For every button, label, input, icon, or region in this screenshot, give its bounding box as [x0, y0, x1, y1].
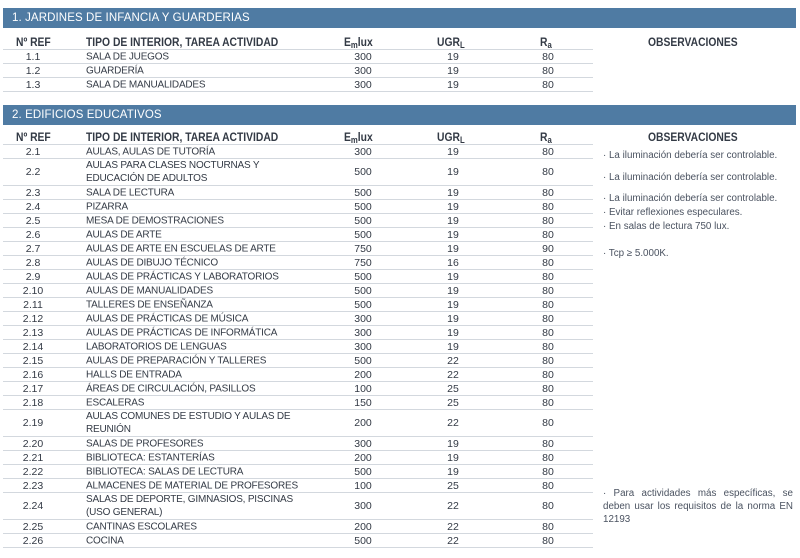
- cell-ra: 80: [542, 145, 554, 158]
- cell-ref: 2.2: [25, 166, 41, 178]
- table-row: [3, 144, 593, 159]
- observation-2-5: · En salas de lectura 750 lux.: [603, 221, 730, 232]
- observation-2-2: · La iluminación debería ser controlable.: [603, 172, 778, 183]
- header-ref: Nº REF: [16, 35, 51, 49]
- cell-ref: 1.3: [25, 78, 41, 91]
- cell-ra: 80: [542, 284, 554, 297]
- table-row: [3, 465, 593, 479]
- table-row: [3, 78, 593, 92]
- table-jardines: [3, 49, 593, 92]
- cell-ra: 80: [542, 214, 554, 227]
- cell-ref: 2.17: [22, 382, 44, 395]
- cell-tipo: TALLERES DE ENSEÑANZA: [86, 299, 213, 310]
- cell-em: 500: [354, 186, 372, 199]
- table-row: [3, 214, 593, 228]
- cell-ref: 2.13: [22, 326, 44, 339]
- cell-tipo: SALAS DE PROFESORES: [86, 438, 204, 449]
- cell-ra: 80: [542, 270, 554, 283]
- observation-2-24: · Para actividades más específicas, se deben usar los requisitos de la norma EN 12193: [603, 488, 793, 525]
- cell-em: 300: [354, 78, 372, 91]
- header-ref: Nº REF: [16, 130, 51, 144]
- cell-em: 300: [354, 145, 372, 158]
- cell-em: 200: [354, 520, 372, 533]
- cell-tipo: AULAS, AULAS DE TUTORÍA: [86, 146, 215, 157]
- cell-tipo: AULAS PARA CLASES NOCTURNAS Y EDUCACIÓN DE ADULTOS: [86, 160, 260, 184]
- cell-ugr: 19: [447, 326, 459, 339]
- cell-em: 500: [354, 228, 372, 241]
- cell-ugr: 19: [447, 186, 459, 199]
- cell-tipo: ALMACENES DE MATERIAL DE PROFESORES: [86, 480, 298, 491]
- cell-ra: 80: [542, 479, 554, 492]
- cell-ugr: 22: [447, 417, 459, 429]
- cell-ref: 2.25: [22, 520, 44, 533]
- cell-em: 500: [354, 270, 372, 283]
- cell-ra: 80: [542, 382, 554, 395]
- cell-em: 500: [354, 465, 372, 478]
- table-row: [3, 298, 593, 312]
- cell-ugr: 19: [447, 50, 459, 63]
- cell-ref: 2.3: [25, 186, 41, 199]
- cell-ref: 2.15: [22, 354, 44, 367]
- cell-tipo: AULAS COMUNES DE ESTUDIO Y AULAS DE REUNIÓN: [86, 411, 291, 435]
- cell-tipo: LABORATORIOS DE LENGUAS: [86, 341, 227, 352]
- cell-ra: 80: [542, 354, 554, 367]
- cell-ugr: 22: [447, 520, 459, 533]
- cell-em: 500: [354, 214, 372, 227]
- cell-ra: 80: [542, 186, 554, 199]
- cell-em: 100: [354, 479, 372, 492]
- cell-em: 500: [354, 166, 372, 178]
- cell-em: 300: [354, 64, 372, 77]
- table-row: [3, 284, 593, 298]
- cell-ra: 80: [542, 166, 554, 178]
- cell-em: 500: [354, 200, 372, 213]
- table-row: [3, 493, 593, 520]
- cell-ugr: 25: [447, 396, 459, 409]
- cell-ref: 2.14: [22, 340, 44, 353]
- cell-tipo: AULAS DE PRÁCTICAS DE INFORMÁTICA: [86, 327, 278, 338]
- cell-em: 200: [354, 368, 372, 381]
- cell-tipo: SALAS DE DEPORTE, GIMNASIOS, PISCINAS (USO GENERAL): [86, 494, 293, 518]
- cell-ra: 80: [542, 312, 554, 325]
- table-row: [3, 326, 593, 340]
- table-row: [3, 534, 593, 548]
- cell-ref: 2.24: [22, 500, 44, 512]
- cell-ra: 80: [542, 298, 554, 311]
- cell-ref: 2.21: [22, 451, 44, 464]
- cell-em: 750: [354, 242, 372, 255]
- table-row: [3, 64, 593, 78]
- cell-tipo: AULAS DE PRÁCTICAS Y LABORATORIOS: [86, 271, 279, 282]
- cell-ref: 2.19: [22, 417, 44, 429]
- table-row: [3, 200, 593, 214]
- cell-ugr: 16: [447, 256, 459, 269]
- observation-2-4: · Evitar reflexiones especulares.: [603, 207, 743, 218]
- cell-ref: 1.2: [25, 64, 41, 77]
- cell-tipo: AULAS DE PRÁCTICAS DE MÚSICA: [86, 313, 249, 324]
- cell-tipo: COCINA: [86, 535, 124, 546]
- cell-ra: 80: [542, 520, 554, 533]
- cell-tipo: ÁREAS DE CIRCULACIÓN, PASILLOS: [86, 383, 256, 394]
- table-row: [3, 410, 593, 437]
- observation-2-1: · La iluminación debería ser controlable.: [603, 150, 778, 161]
- header-ugr: $UGR_L$: [437, 130, 465, 145]
- cell-ra: 80: [542, 534, 554, 547]
- cell-ref: 2.12: [22, 312, 44, 325]
- table-row: [3, 256, 593, 270]
- cell-ugr: 19: [447, 200, 459, 213]
- cell-tipo: BIBLIOTECA: SALAS DE LECTURA: [86, 466, 244, 477]
- table-row: [3, 340, 593, 354]
- cell-ref: 2.6: [25, 228, 41, 241]
- cell-ref: 2.10: [22, 284, 44, 297]
- cell-tipo: GUARDERÍA: [86, 65, 144, 76]
- cell-ra: 80: [542, 78, 554, 91]
- cell-ra: 80: [542, 465, 554, 478]
- cell-ugr: 19: [447, 78, 459, 91]
- cell-ugr: 19: [447, 270, 459, 283]
- cell-em: 300: [354, 437, 372, 450]
- cell-em: 200: [354, 417, 372, 429]
- header-tipo: TIPO DE INTERIOR, TAREA ACTIVIDAD: [86, 35, 279, 49]
- cell-ra: 80: [542, 417, 554, 429]
- cell-tipo: AULAS DE ARTE EN ESCUELAS DE ARTE: [86, 243, 276, 254]
- cell-ugr: 19: [447, 166, 459, 178]
- cell-ugr: 25: [447, 479, 459, 492]
- cell-ugr: 19: [447, 437, 459, 450]
- cell-ugr: 22: [447, 500, 459, 512]
- cell-em: 500: [354, 284, 372, 297]
- header-tipo: TIPO DE INTERIOR, TAREA ACTIVIDAD: [86, 130, 279, 144]
- cell-ra: 80: [542, 396, 554, 409]
- observation-2-7: · Tcp ≥ 5.000K.: [603, 248, 669, 259]
- cell-ref: 2.22: [22, 465, 44, 478]
- cell-em: 300: [354, 312, 372, 325]
- table-row: [3, 159, 593, 186]
- cell-tipo: MESA DE DEMOSTRACIONES: [86, 215, 224, 226]
- cell-em: 150: [354, 396, 372, 409]
- table-row: [3, 479, 593, 493]
- table-row: [3, 312, 593, 326]
- cell-ref: 2.9: [25, 270, 41, 283]
- table-row: [3, 354, 593, 368]
- cell-ref: 2.5: [25, 214, 41, 227]
- cell-ugr: 19: [447, 214, 459, 227]
- table-row: [3, 49, 593, 64]
- cell-ugr: 19: [447, 64, 459, 77]
- cell-ugr: 19: [447, 312, 459, 325]
- cell-ra: 80: [542, 64, 554, 77]
- cell-ref: 2.4: [25, 200, 41, 213]
- table-row: [3, 242, 593, 256]
- cell-ugr: 25: [447, 382, 459, 395]
- table-row: [3, 520, 593, 534]
- cell-ra: 80: [542, 340, 554, 353]
- cell-em: 500: [354, 534, 372, 547]
- cell-ugr: 19: [447, 298, 459, 311]
- cell-ugr: 22: [447, 534, 459, 547]
- table-row: [3, 437, 593, 451]
- section-title-jardines: 1. JARDINES DE INFANCIA Y GUARDERIAS: [3, 8, 796, 28]
- cell-em: 300: [354, 326, 372, 339]
- cell-ra: 80: [542, 256, 554, 269]
- cell-tipo: AULAS DE PREPARACIÓN Y TALLERES: [86, 355, 267, 366]
- header-em: $E_mlux$: [344, 130, 373, 145]
- cell-tipo: ESCALERAS: [86, 397, 145, 408]
- cell-tipo: AULAS DE DIBUJO TÉCNICO: [86, 257, 218, 268]
- cell-em: 300: [354, 50, 372, 63]
- header-ugr: $UGR_L$: [437, 35, 465, 50]
- cell-em: 500: [354, 298, 372, 311]
- header-observaciones: OBSERVACIONES: [648, 35, 738, 49]
- cell-tipo: AULAS DE ARTE: [86, 229, 162, 240]
- cell-em: 100: [354, 382, 372, 395]
- cell-tipo: CANTINAS ESCOLARES: [86, 521, 197, 532]
- table-row: [3, 382, 593, 396]
- table-row: [3, 270, 593, 284]
- cell-ugr: 19: [447, 340, 459, 353]
- cell-ref: 2.20: [22, 437, 44, 450]
- cell-ref: 2.11: [23, 298, 43, 311]
- cell-ref: 2.26: [22, 534, 44, 547]
- cell-tipo: SALA DE LECTURA: [86, 187, 175, 198]
- cell-ugr: 19: [447, 451, 459, 464]
- cell-tipo: SALA DE MANUALIDADES: [86, 79, 206, 90]
- header-observaciones: OBSERVACIONES: [648, 130, 738, 144]
- cell-em: 200: [354, 451, 372, 464]
- cell-em: 750: [354, 256, 372, 269]
- observation-2-3: · La iluminación debería ser controlable.: [603, 193, 778, 204]
- cell-ugr: 19: [447, 465, 459, 478]
- cell-ref: 2.16: [22, 368, 44, 381]
- cell-ra: 80: [542, 326, 554, 339]
- table-row: [3, 396, 593, 410]
- cell-ugr: 22: [447, 368, 459, 381]
- cell-ugr: 19: [447, 145, 459, 158]
- cell-ref: 2.23: [22, 479, 44, 492]
- cell-em: 300: [354, 340, 372, 353]
- cell-ugr: 22: [447, 354, 459, 367]
- cell-ra: 80: [542, 368, 554, 381]
- cell-ref: 1.1: [25, 50, 41, 63]
- header-em: $E_mlux$: [344, 35, 373, 50]
- cell-ra: 80: [542, 451, 554, 464]
- cell-tipo: SALA DE JUEGOS: [86, 51, 169, 62]
- table-row: [3, 368, 593, 382]
- cell-ra: 80: [542, 228, 554, 241]
- header-ra: $R_a$: [540, 35, 552, 50]
- cell-ra: 80: [542, 50, 554, 63]
- cell-ugr: 19: [447, 242, 459, 255]
- section-title-edificios: 2. EDIFICIOS EDUCATIVOS: [3, 105, 796, 125]
- cell-em: 500: [354, 354, 372, 367]
- table-row: [3, 186, 593, 200]
- cell-tipo: HALLS DE ENTRADA: [86, 369, 182, 380]
- cell-ugr: 19: [447, 284, 459, 297]
- cell-em: 300: [354, 500, 372, 512]
- cell-ref: 2.18: [22, 396, 44, 409]
- header-ra: $R_a$: [540, 130, 552, 145]
- cell-ra: 80: [542, 500, 554, 512]
- cell-tipo: PIZARRA: [86, 201, 128, 212]
- cell-ra: 80: [542, 437, 554, 450]
- cell-ref: 2.1: [25, 145, 41, 158]
- cell-ref: 2.8: [25, 256, 41, 269]
- cell-tipo: AULAS DE MANUALIDADES: [86, 285, 213, 296]
- cell-tipo: BIBLIOTECA: ESTANTERÍAS: [86, 452, 215, 463]
- table-row: [3, 228, 593, 242]
- cell-ref: 2.7: [25, 242, 41, 255]
- cell-ra: 90: [542, 242, 554, 255]
- table-row: [3, 451, 593, 465]
- cell-ugr: 19: [447, 228, 459, 241]
- table-edificios: [3, 144, 593, 548]
- cell-ra: 80: [542, 200, 554, 213]
